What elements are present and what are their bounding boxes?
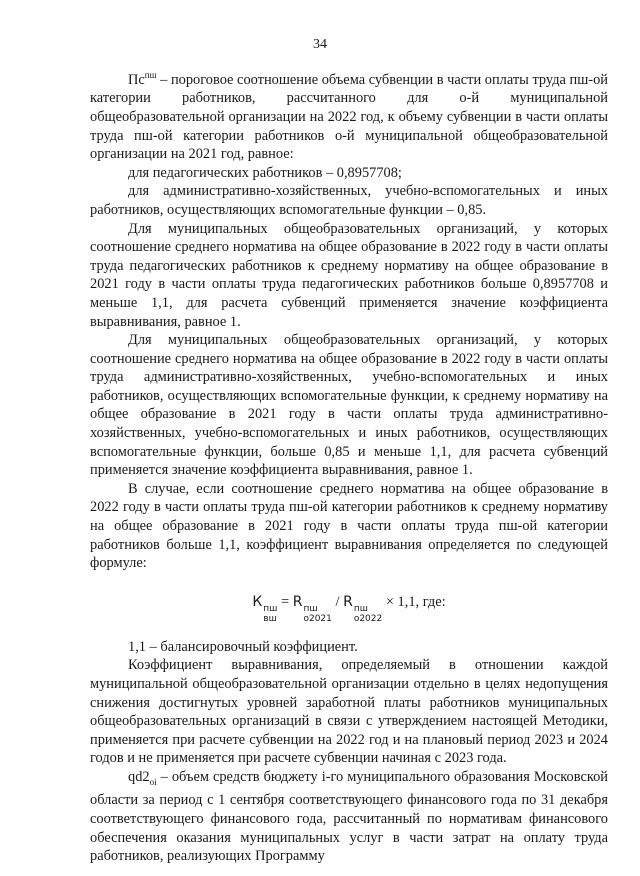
formula-r-2022-sup: пш xyxy=(353,603,368,614)
alignment-coefficient-formula xyxy=(90,591,608,624)
page-number: 34 xyxy=(313,37,327,52)
formula-r-2021-sup: пш xyxy=(303,603,318,614)
paragraph-support-staff-coefficient: Для муниципальных общеобразовательных организаций, у которых соотношение среднего норматива на общее образование в 2022 году в части оплаты труда административно-хозяйственных, учебно-вспомогательных и иных работников, осуществляющих вспомогательные функции, к среднему нормативу на общее образование в 2021 году в части оплаты труда административно-хозяйственных, учебно-вспомогательных и иных работников, осуществляющих вспомогательные функции, больше 0,85 и меньше 1,1, для расчета субвенций применяется значение коэффициента выравнивания, равное 1. xyxy=(90,332,608,479)
formula-k-sub: вш xyxy=(263,613,277,624)
formula-r-2021-indices xyxy=(303,603,332,624)
paragraph-balancing-coefficient: 1,1 – балансировочный коэффициент. xyxy=(128,638,358,655)
formula-r-2022-sub: о2022 xyxy=(353,613,383,624)
paragraph-qd2-definition xyxy=(90,768,608,866)
formula-r-2021-sub: о2021 xyxy=(303,613,332,624)
threshold-symbol: $Пс^{пш}$ xyxy=(128,70,157,88)
paragraph-formula-intro: В случае, если соотношение среднего норматива на общее образование в 2022 году в части оплаты труда пш-ой категории работников к среднему нормативу на общее образование в 2021 году в части оплаты труда пш-ой категории работников больше 1,1, коэффициент выравнивания определяется по следующей формуле: xyxy=(90,480,608,572)
paragraph-coefficient-application: Коэффициент выравнивания, определяемый в отношении каждой муниципальной общеобразовательной организации отдельно в целях недопущения снижения достигнутых уровней заработной платы работников муниципальных общеобразовательных организаций в связи с утверждением настоящей Методики, применяется при расчете субвенции на 2022 год и на плановый период 2023 и 2024 годов и не применяется при расчете субвенции начиная с 2023 года. xyxy=(90,657,608,767)
paragraph-support-staff-threshold: для административно-хозяйственных, учебно-вспомогательных и иных работников, осуществляющих вспомогательные функции – 0,85. xyxy=(90,183,608,218)
threshold-symbol-sup: пш xyxy=(144,70,157,80)
formula-tail: × 1,1, где: xyxy=(382,593,446,610)
formula-k-indices xyxy=(263,603,278,624)
document-body xyxy=(90,66,608,866)
qd2-definition-text: – объем средств бюджету i-го муниципального образования Московской области за период с 1 сентября соответствующего финансового года по 31 декабря соответствующего финансового года, рассчитанный по нормативам финансового обеспечения оказания муниципальных услуг в части затрат на оплату труда работников, реализующих Программу xyxy=(90,768,608,865)
formula-r-2022: R xyxy=(343,593,353,610)
threshold-definition-text: – пороговое соотношение объема субвенции в части оплаты труда пш-ой категории работников, рассчитанного для о-й муниципальной общеобразовательной организации на 2022 год, к объему субвенции в части оплаты труда пш-ой категории работников о-й муниципальной общеобразовательной организации на 2021 год, равное: xyxy=(90,71,608,163)
qd2-symbol: $qd2_{oi}$ xyxy=(128,768,157,787)
formula-divide: / xyxy=(331,593,344,610)
paragraph-teachers-threshold: для педагогических работников – 0,8957708; xyxy=(128,164,402,181)
formula-r-2021: R xyxy=(292,593,303,610)
formula-equals: = xyxy=(277,593,293,610)
paragraph-threshold-ratio xyxy=(90,66,608,164)
qd2-symbol-sub: oi xyxy=(149,776,157,787)
formula-k-sup: пш xyxy=(263,603,278,614)
formula-r-2022-indices xyxy=(353,603,383,624)
formula-k: К xyxy=(252,593,263,610)
paragraph-teachers-coefficient: Для муниципальных общеобразовательных организаций, у которых соотношение среднего норматива на общее образование в 2022 году в части оплаты труда педагогических работников к среднему нормативу на общее образование в 2021 году в части оплаты труда педагогических работников больше 0,8957708 и меньше 1,1, для расчета субвенций применяется значение коэффициента выравнивания, равное 1. xyxy=(90,220,608,330)
